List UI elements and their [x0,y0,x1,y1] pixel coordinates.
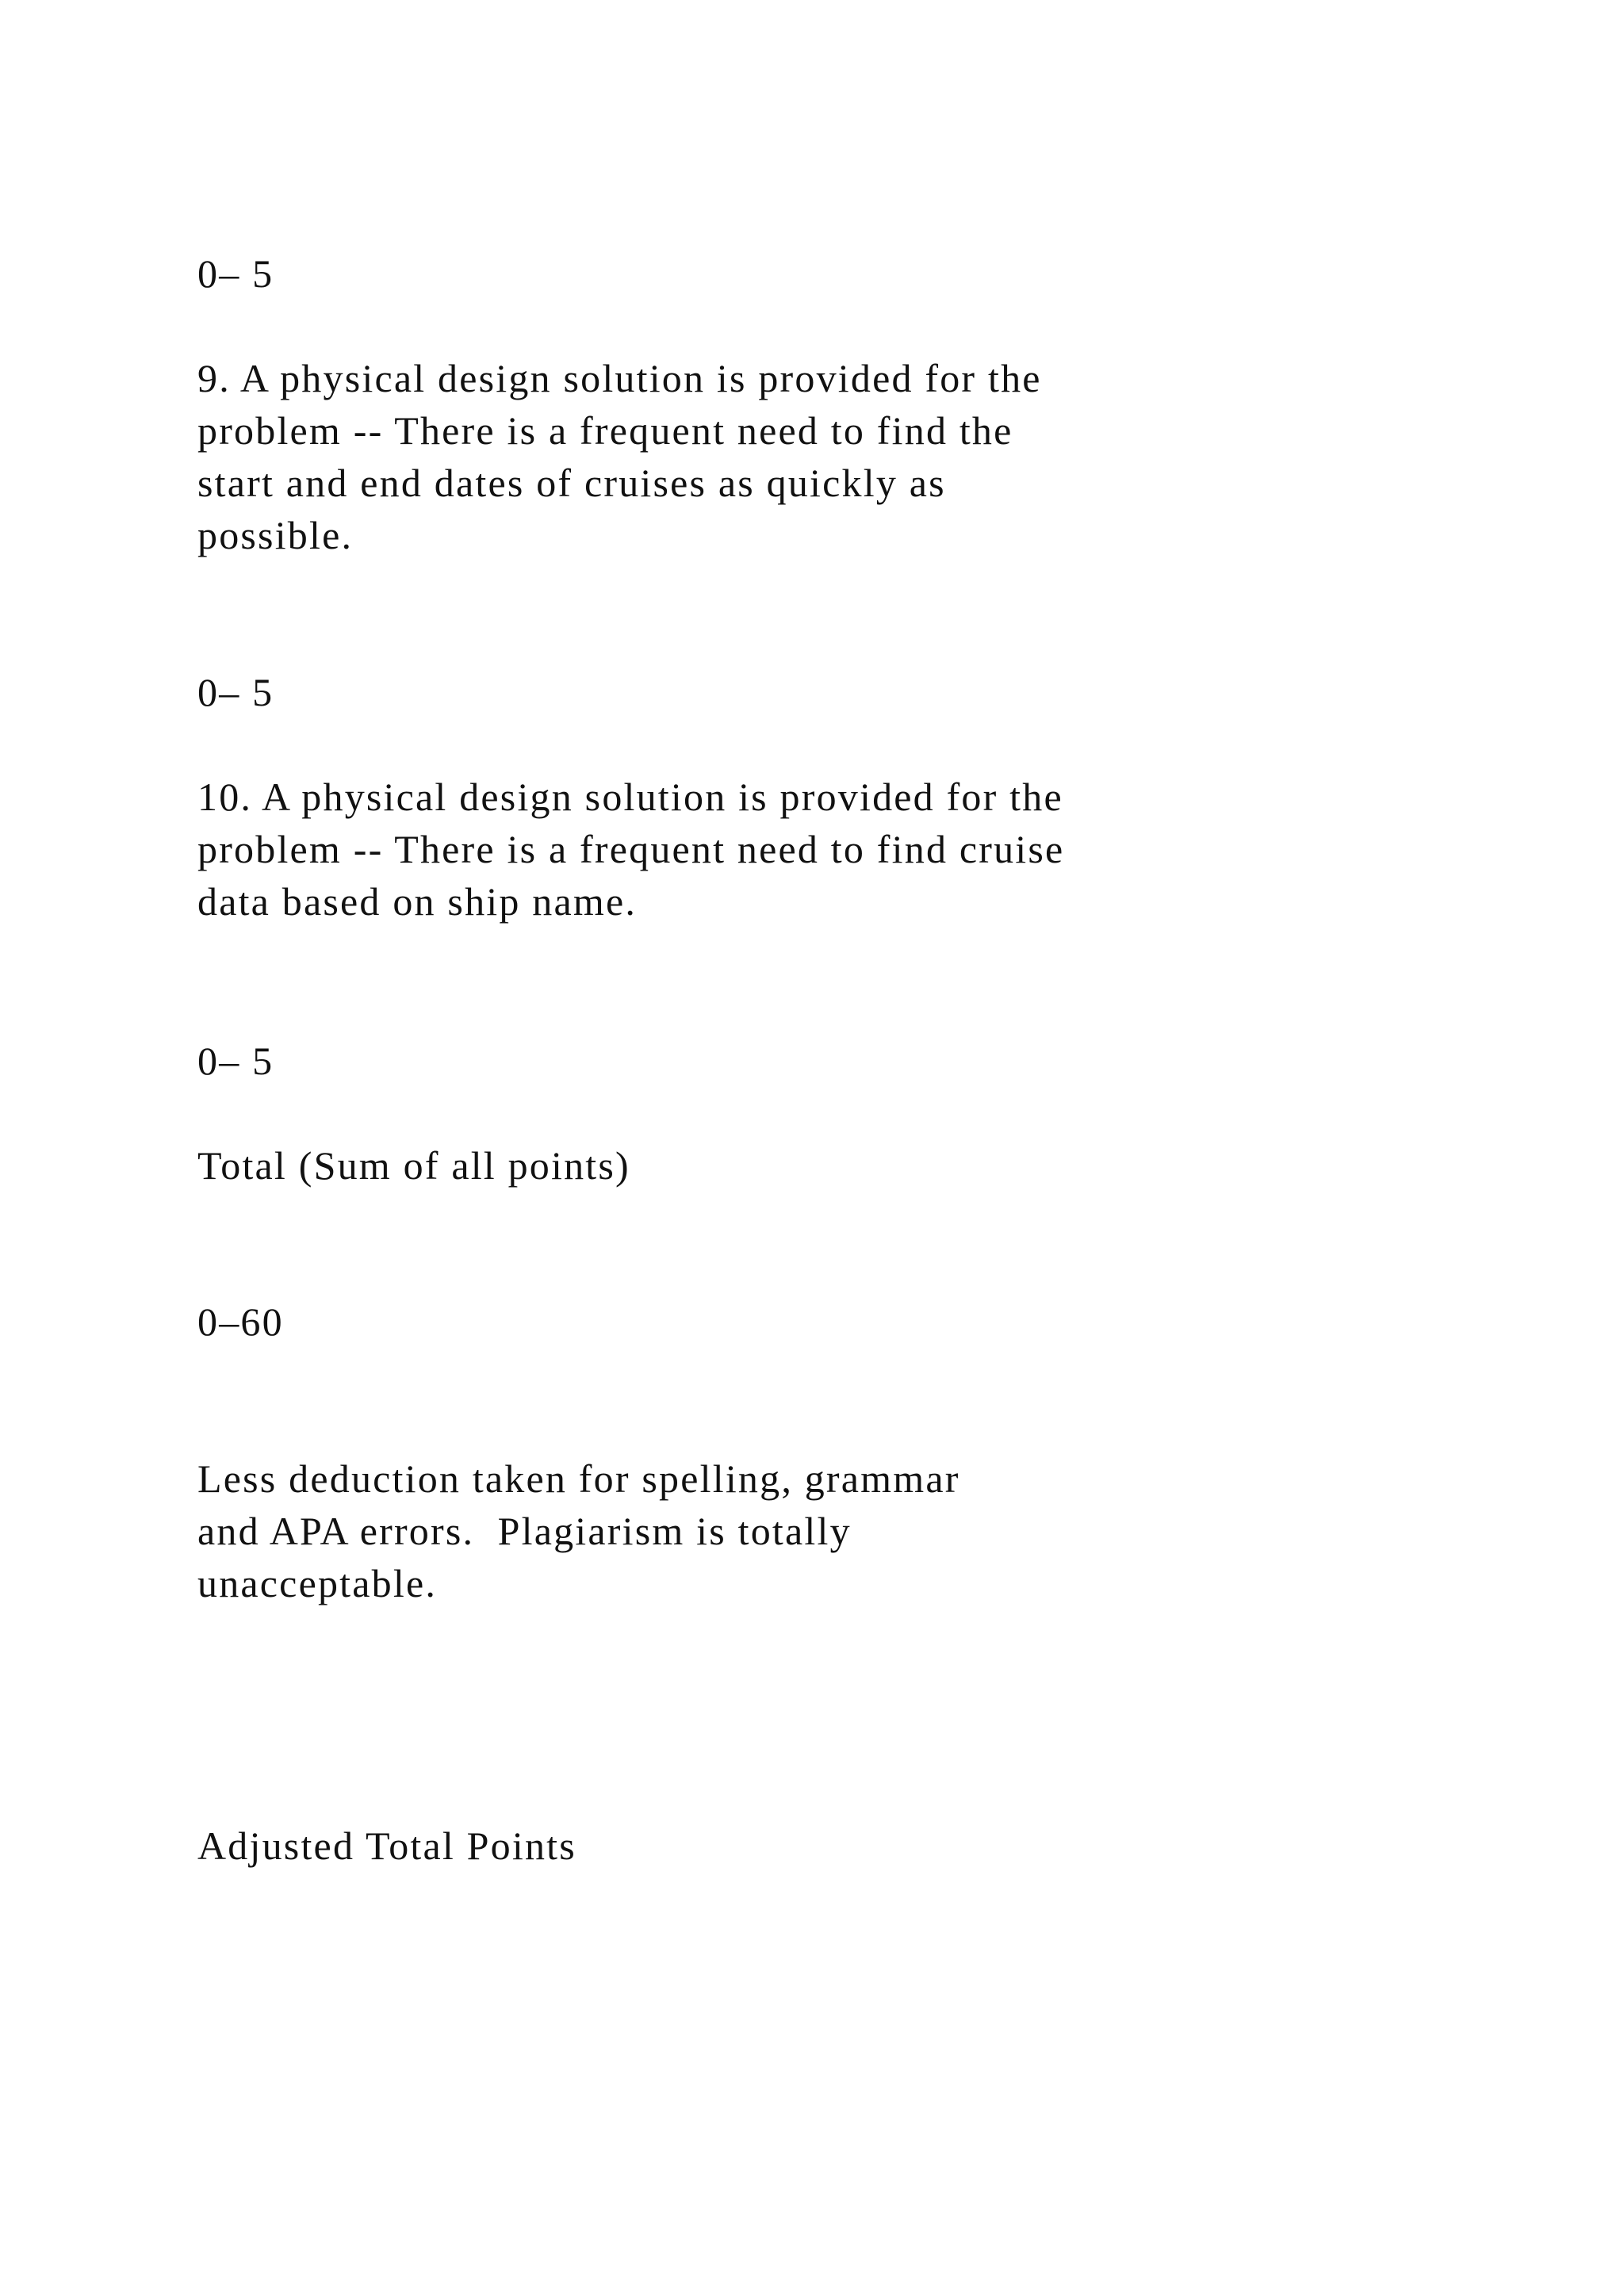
score-range-item-8: 0– 5 [197,251,274,296]
criterion-item-9-line-1: 9. A physical design solution is provided for the [197,356,1042,400]
criterion-item-10-line-3: data based on ship name. [197,879,638,924]
deduction-note-line-1: Less deduction taken for spelling, grammar [197,1456,960,1501]
criterion-item-9-line-4: possible. [197,513,354,557]
deduction-note-line-3: unacceptable. [197,1561,438,1605]
criterion-item-9-line-3: start and end dates of cruises as quickly as [197,461,946,505]
deduction-note-line-2: and APA errors. Plagiarism is totally [197,1509,852,1553]
score-range-item-10: 0– 5 [197,1039,274,1083]
total-label: Total (Sum of all points) [197,1143,630,1188]
total-range: 0–60 [197,1299,284,1344]
criterion-item-9-line-2: problem -- There is a frequent need to find the [197,408,1013,453]
score-range-item-9: 0– 5 [197,670,274,714]
criterion-item-10-line-2: problem -- There is a frequent need to find cruise [197,827,1065,871]
criterion-item-10-line-1: 10. A physical design solution is provided for the [197,775,1063,819]
adjusted-total-label: Adjusted Total Points [197,1823,576,1868]
